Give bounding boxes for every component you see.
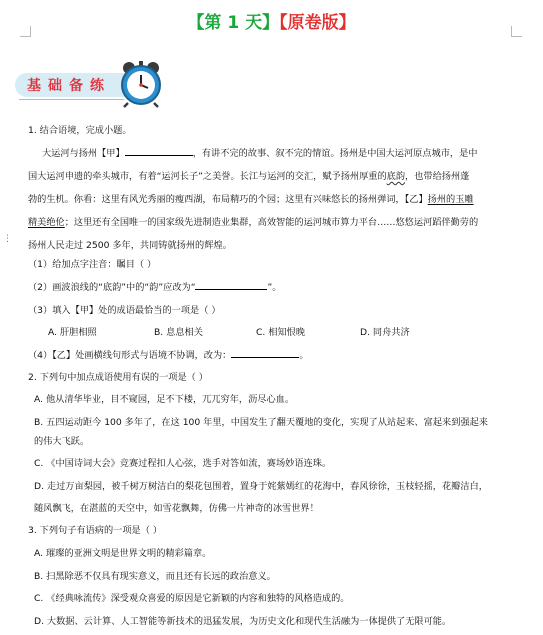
section-banner bbox=[15, 60, 165, 108]
blank-answer-2[interactable] bbox=[195, 279, 267, 290]
q1-sub-3: （3）填入【甲】处的成语最恰当的一项是（ ） bbox=[28, 305, 221, 316]
q1-passage-line-3: 勃的生机。你看：这里有风光秀丽的瘦西湖，布局精巧的个园；这里有兴味悠长的扬州弹词，【乙】扬州的玉雕 bbox=[28, 194, 474, 205]
q2-option-d-line-2: 随风飘飞，在湛蓝的天空中，如雪花飘舞，仿佛一片神奇的冰雪世界！ bbox=[34, 503, 319, 514]
q1-passage-line-1: 大运河与扬州【甲】 ，有讲不完的故事、叙不完的情谊。扬州是中国大运河原点城市，是中 bbox=[42, 145, 478, 159]
blank-jia[interactable] bbox=[125, 145, 193, 156]
page-title bbox=[0, 8, 543, 33]
title-version: 【原卷版】 bbox=[279, 13, 356, 33]
q1-passage-line-5: 扬州人民走过 2500 多年，共同铸就扬州的辉煌。 bbox=[28, 240, 232, 251]
q3-option-c[interactable]: C. 《经典咏流传》深受观众喜爱的原因是它新颖的内容和独特的风格造成的。 bbox=[34, 593, 350, 604]
banner-label: 基础备练 bbox=[27, 78, 111, 94]
side-marker: ⋮ bbox=[3, 234, 12, 244]
q2-option-c[interactable]: C. 《中国诗词大会》竞赛过程扣人心弦，选手对答如流，赛场妙语连珠。 bbox=[34, 458, 332, 469]
wavy-word: 底韵 bbox=[386, 171, 406, 182]
underlined-phrase-2: 精美绝伦 bbox=[28, 217, 65, 228]
banner-underline bbox=[19, 99, 124, 100]
q2-option-d-line-1[interactable]: D. 走过万亩梨园，被千树万树洁白的梨花包围着，置身于姹紫嫣红的花海中，春风徐徐，玉枝轻摇，花瓣洁白， bbox=[34, 481, 488, 492]
q1-passage-line-2: 国大运河申遗的牵头城市，有着“运河长子”之美誉。长江与运河的交汇，赋予扬州厚重的底韵，也带给扬州蓬 bbox=[28, 171, 470, 182]
q1-passage-line-4: 精美绝伦；这里还有全国唯一的国家级先进制造业集群，高效智能的运河城市算力平台……悠悠运河蹈伴勤劳的 bbox=[28, 217, 479, 228]
q1-stem: 1. 结合语境，完成小题。 bbox=[28, 125, 132, 136]
q2-stem: 2. 下列句中加点成语使用有误的一项是（ ） bbox=[28, 372, 208, 383]
q1-sub-1: （1）给加点字注音：瞩目（ ） bbox=[28, 259, 157, 270]
q1-option-b[interactable]: B. 息息相关 bbox=[154, 327, 203, 338]
q3-stem: 3. 下列句子有语病的一项是（ ） bbox=[28, 525, 163, 536]
q3-option-a[interactable]: A. 璀璨的亚洲文明是世界文明的精彩篇章。 bbox=[34, 548, 212, 559]
q3-option-b[interactable]: B. 扫黑除恶不仅具有现实意义，而且还有长远的政治意义。 bbox=[34, 571, 276, 582]
q2-option-b-line-1[interactable]: B. 五四运动距今 100 多年了，在这 100 年里，中国发生了翻天覆地的变化，实现了从站起来、富起来到强起来 bbox=[34, 417, 488, 428]
alarm-clock-icon bbox=[115, 60, 167, 108]
q3-option-d[interactable]: D. 大数据、云计算、人工智能等新技术的迅猛发展，为历史文化和现代生活融为一体提供了无限可能。 bbox=[34, 616, 452, 627]
q2-option-a[interactable]: A. 他从清华毕业，目不窥园，足不下楼，兀兀穷年，沥尽心血。 bbox=[34, 394, 295, 405]
title-day: 【第 1 天】 bbox=[187, 13, 280, 33]
underlined-phrase-1: 扬州的玉雕 bbox=[427, 194, 474, 205]
q2-option-b-line-2: 的伟大飞跃。 bbox=[34, 436, 90, 447]
blank-answer-4[interactable] bbox=[231, 347, 299, 358]
q1-sub-4: （4）【乙】处画横线句形式与语境不协调，改为： 。 bbox=[28, 347, 309, 361]
q1-sub-2: （2）画波浪线的“底韵”中的“韵”应改为“ ”。 bbox=[28, 279, 281, 293]
q1-option-d[interactable]: D. 同舟共济 bbox=[360, 327, 410, 338]
q1-option-c[interactable]: C. 相知恨晚 bbox=[256, 327, 306, 338]
q1-option-a[interactable]: A. 肝胆相照 bbox=[48, 327, 97, 338]
